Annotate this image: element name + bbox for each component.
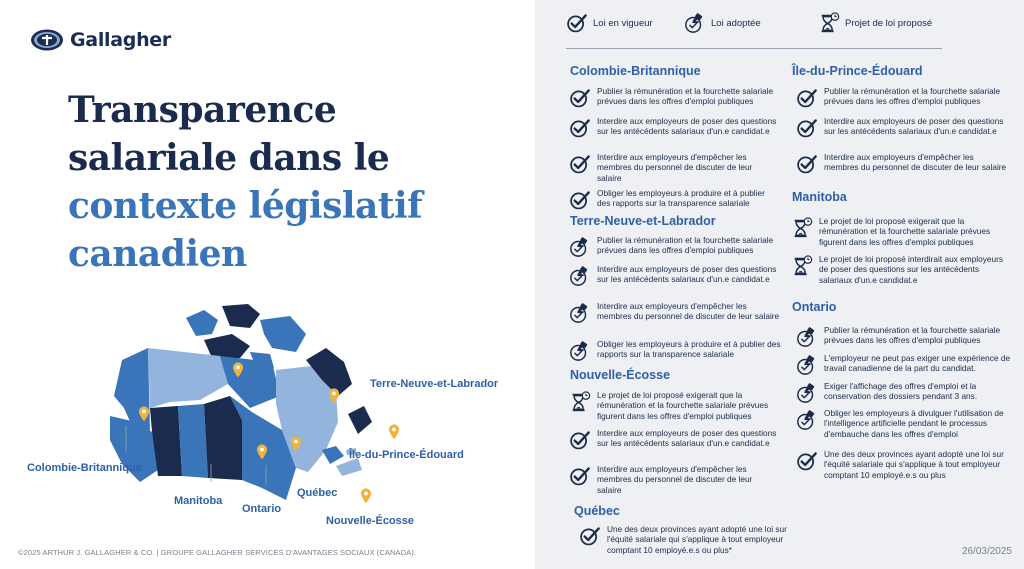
list-item bbox=[569, 264, 781, 287]
item-text: Obliger les employeurs à produire et à publier des rapports sur la transparence salariale bbox=[597, 188, 765, 209]
check-icon bbox=[569, 153, 591, 175]
legend-en-vigueur-label: Loi en vigueur bbox=[593, 17, 653, 29]
item-text: Exiger l'affichage des offres d'emploi et la conservation des dossiers pendant 3 ans. bbox=[824, 381, 978, 402]
list-item bbox=[796, 152, 1008, 175]
list-item bbox=[796, 408, 1018, 439]
list-item bbox=[796, 381, 1012, 404]
check-icon bbox=[796, 450, 818, 472]
check-icon bbox=[796, 117, 818, 139]
section-title-on: Ontario bbox=[792, 300, 837, 314]
check-icon bbox=[796, 153, 818, 175]
newfoundland-region bbox=[348, 406, 372, 434]
list-item bbox=[791, 254, 1013, 285]
brand-name: Gallagher bbox=[70, 29, 171, 51]
item-text: Publier la rémunération et la fourchette salariale prévues dans les offres d'emploi publiques bbox=[824, 325, 1001, 346]
item-text: Interdire aux employeurs d'empêcher les membres du personnel de discuter de leur salaire bbox=[597, 152, 753, 183]
gavel-icon bbox=[796, 409, 818, 431]
item-text: Publier la rémunération et la fourchette salariale prévues dans les offres d'emploi publiques bbox=[597, 86, 774, 107]
section-title-qc: Québec bbox=[574, 504, 620, 518]
item-text: Interdire aux employeurs d'empêcher les membres du personnel de discuter de leur salaire bbox=[597, 464, 753, 495]
item-text: Interdire aux employeurs de poser des questions sur les antécédents salariaux d'un.e candidat.e bbox=[597, 264, 777, 285]
gallagher-logo-icon bbox=[30, 28, 64, 52]
label-terre-neuve: Terre-Neuve-et-Labrador bbox=[370, 378, 499, 390]
item-text: Publier la rémunération et la fourchette salariale prévues dans les offres d'emploi publiques bbox=[597, 235, 774, 256]
pin-ns-icon bbox=[361, 488, 371, 503]
item-text: Interdire aux employeurs d'empêcher les membres du personnel de discuter de leur salaire bbox=[824, 152, 1007, 173]
title-line-3: contexte législatif bbox=[68, 185, 423, 227]
title-line-2: salariale dans le bbox=[68, 137, 390, 179]
check-icon bbox=[569, 117, 591, 139]
label-ontario: Ontario bbox=[242, 503, 282, 515]
gavel-icon bbox=[796, 326, 818, 348]
section-title-mb: Manitoba bbox=[792, 190, 847, 204]
legend-adoptee bbox=[684, 12, 761, 34]
list-item bbox=[569, 464, 779, 495]
list-item bbox=[796, 325, 1012, 348]
check-icon bbox=[569, 465, 591, 487]
item-text: Le projet de loi proposé interdirait aux employeurs de poser des questions sur les antécédents salariaux d'un.e candidat.e bbox=[819, 254, 1004, 285]
check-icon bbox=[569, 429, 591, 451]
gavel-icon bbox=[569, 302, 591, 324]
legend-projet-label: Projet de loi proposé bbox=[845, 17, 933, 29]
title-line-4: canadien bbox=[68, 233, 247, 275]
gavel-icon bbox=[796, 354, 818, 376]
check-icon bbox=[569, 189, 591, 211]
gavel-icon bbox=[569, 340, 591, 362]
gavel-icon bbox=[684, 12, 706, 34]
list-item bbox=[569, 188, 779, 211]
list-item bbox=[579, 524, 799, 555]
check-icon bbox=[569, 87, 591, 109]
list-item bbox=[796, 86, 1008, 109]
legend-en-vigueur bbox=[566, 12, 653, 34]
legend-projet bbox=[818, 12, 932, 34]
section-title-ipe: Île-du-Prince-Édouard bbox=[792, 64, 923, 78]
list-item bbox=[569, 339, 781, 362]
check-icon bbox=[566, 12, 588, 34]
gallagher-logo bbox=[30, 28, 171, 52]
hourglass-icon bbox=[569, 391, 591, 413]
title-line-1: Transparence bbox=[68, 89, 337, 131]
hourglass-icon bbox=[791, 255, 813, 277]
check-icon bbox=[796, 87, 818, 109]
item-text: Obliger les employeurs à produire et à publier des rapports sur la transparence salariale bbox=[597, 339, 781, 360]
item-text: Obliger les employeurs à divulguer l'utilisation de l'intelligence artificielle pendant le processus d'embauche dans les offres d'emploi bbox=[824, 408, 1004, 439]
list-item bbox=[796, 353, 1012, 376]
item-text: Publier la rémunération et la fourchette salariale prévues dans les offres d'emploi publiques bbox=[824, 86, 1001, 107]
item-text: Interdire aux employeurs de poser des questions sur les antécédents salariaux d'un.e candidat.e bbox=[824, 116, 1004, 137]
canada-map bbox=[100, 300, 400, 530]
list-item bbox=[569, 301, 781, 324]
legend-divider bbox=[566, 48, 942, 49]
item-text: Interdire aux employeurs de poser des questions sur les antécédents salariaux d'un.e candidat.e bbox=[597, 428, 777, 449]
label-nouvelle-ecosse: Nouvelle-Écosse bbox=[326, 515, 415, 527]
legend-adoptee-label: Loi adoptée bbox=[711, 17, 761, 29]
check-icon bbox=[579, 525, 601, 547]
hourglass-icon bbox=[791, 217, 813, 239]
list-item bbox=[569, 152, 779, 183]
saskatchewan-region bbox=[178, 404, 208, 478]
section-title-ne: Nouvelle-Écosse bbox=[570, 368, 671, 382]
nwt-region bbox=[148, 348, 228, 408]
list-item bbox=[569, 86, 779, 109]
list-item bbox=[569, 428, 779, 451]
gavel-icon bbox=[569, 236, 591, 258]
label-manitoba: Manitoba bbox=[174, 495, 223, 507]
item-text: Interdire aux employeurs de poser des questions sur les antécédents salariaux d'un.e candidat.e bbox=[597, 116, 777, 137]
list-item bbox=[569, 390, 779, 421]
label-ipe: Île-du-Prince-Édouard bbox=[349, 449, 464, 461]
item-text: Interdire aux employeurs d'empêcher les membres du personnel de discuter de leur salaire bbox=[597, 301, 780, 322]
list-item bbox=[569, 235, 781, 258]
list-item bbox=[569, 116, 779, 139]
label-quebec: Québec bbox=[297, 487, 338, 499]
hourglass-icon bbox=[818, 12, 840, 34]
gavel-icon bbox=[569, 265, 591, 287]
label-colombie: Colombie-Britannique bbox=[27, 462, 142, 474]
item-text: L'employeur ne peut pas exiger une expérience de travail canadienne de la part du candidat. bbox=[824, 353, 1011, 374]
list-item bbox=[796, 449, 1012, 480]
gavel-icon bbox=[796, 382, 818, 404]
copyright-footer: ©2025 ARTHUR J. GALLAGHER & CO. | GROUPE GALLAGHER SERVICES D'AVANTAGES SOCIAUX (CANADA). bbox=[18, 548, 417, 557]
item-text: Le projet de loi proposé exigerait que la rémunération et la fourchette salariale prévues figurent dans les offres d'emploi publiques bbox=[819, 216, 991, 247]
item-text: Une des deux provinces ayant adopté une loi sur l'équité salariale qui s'applique à tout employeur comptant 10 employé.e.s ou plus bbox=[824, 449, 1004, 480]
date-footer: 26/03/2025 bbox=[961, 546, 1012, 557]
item-text: Une des deux provinces ayant adopté une loi sur l'équité salariale qui s'applique à tout employeur comptant 10 employé.e.s ou plus* bbox=[607, 524, 787, 555]
list-item bbox=[796, 116, 1008, 139]
item-text: Le projet de loi proposé exigerait que la rémunération et la fourchette salariale prévues figurent dans les offres d'emploi publiques bbox=[597, 390, 769, 421]
section-title-cb: Colombie-Britannique bbox=[570, 64, 701, 78]
page-title bbox=[68, 86, 528, 278]
list-item bbox=[791, 216, 1013, 247]
pin-pei-icon bbox=[389, 424, 399, 439]
section-title-tnl: Terre-Neuve-et-Labrador bbox=[570, 214, 716, 228]
